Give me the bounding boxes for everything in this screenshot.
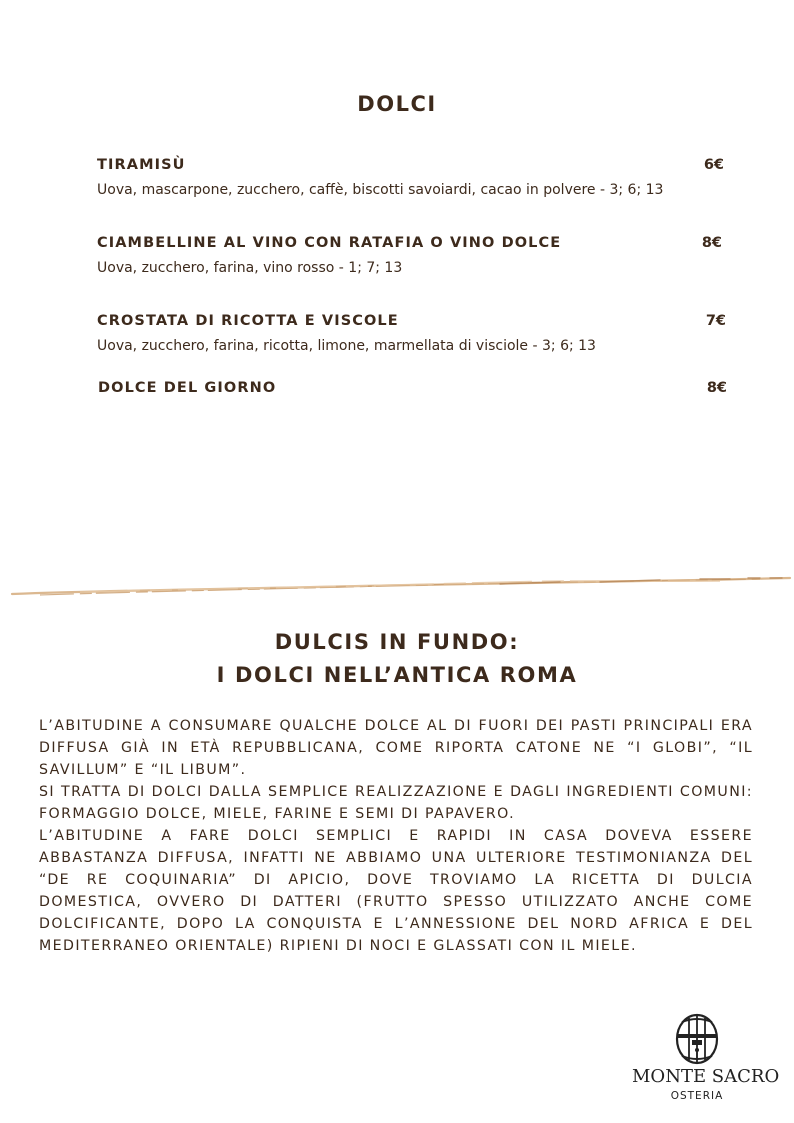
menu-item-ciambelline-price: 8€ <box>701 235 722 251</box>
essay-title-line2: I DOLCI NELL’ANTICA ROMA <box>216 663 578 687</box>
barrel-icon <box>672 1012 722 1066</box>
logo-name: MONTE SACRO <box>632 1066 780 1087</box>
essay-paragraph: SI TRATTA DI DOLCI DALLA SEMPLICE REALIZZAZIONE E DAGLI INGREDIENTI COMUNI: FORMAGGIO DOLCE, MIELE, FARINE E SEMI DI PAPAVERO. <box>39 784 753 822</box>
logo-subtitle: OSTERIA <box>670 1090 724 1102</box>
osteria-logo <box>632 1012 780 1112</box>
essay-title-line1: DULCIS IN FUNDO: <box>274 630 520 654</box>
menu-item-crostata-name: CROSTATA DI RICOTTA E VISCOLE <box>97 313 399 329</box>
essay-body <box>39 715 753 957</box>
menu-item-tiramisu-description: Uova, mascarpone, zucchero, caffè, biscotti savoiardi, cacao in polvere - 3; 6; 13 <box>97 182 664 198</box>
essay-paragraph: L’ABITUDINE A CONSUMARE QUALCHE DOLCE AL DI FUORI DEI PASTI PRINCIPALI ERA DIFFUSA GIÀ IN ETÀ REPUBBLICANA, COME RIPORTA CATONE NE “I GLOBI”, “IL SAVILLUM” E “IL LIBUM”. <box>39 718 753 778</box>
menu-item-crostata-description: Uova, zucchero, farina, ricotta, limone, marmellata di visciole - 3; 6; 13 <box>97 338 596 354</box>
menu-item-ciambelline-description: Uova, zucchero, farina, vino rosso - 1; 7; 13 <box>97 260 403 276</box>
menu-item-crostata-price: 7€ <box>705 313 726 329</box>
brush-divider <box>0 570 794 606</box>
menu-item-tiramisu-name: TIRAMISÙ <box>97 157 186 173</box>
essay-paragraph: L’ABITUDINE A FARE DOLCI SEMPLICI E RAPIDI IN CASA DOVEVA ESSERE ABBASTANZA DIFFUSA, INFATTI NE ABBIAMO UNA ULTERIORE TESTIMONIANZA DEL “DE RE COQUINARIA” DI APICIO, DOVE TROVIAMO LA RICETTA DI DULCIA DOMESTICA, OVVERO DI DATTERI (FRUTTO SPESSO UTILIZZATO ANCHE COME DOLCIFICANTE, DOPO LA CONQUISTA E L’ANNESSIONE DEL NORD AFRICA E DEL MEDITERRANEO ORIENTALE) RIPIENI DI NOCI E GLASSATI CON IL MIELE. <box>39 828 753 954</box>
menu-item-tiramisu-price: 6€ <box>703 157 724 173</box>
menu-item-dolce-del-giorno-price: 8€ <box>706 380 727 396</box>
menu-item-dolce-del-giorno-name: DOLCE DEL GIORNO <box>98 380 277 396</box>
menu-title: DOLCI <box>357 92 437 116</box>
menu-item-ciambelline-name: CIAMBELLINE AL VINO CON RATAFIA O VINO DOLCE <box>97 235 562 251</box>
